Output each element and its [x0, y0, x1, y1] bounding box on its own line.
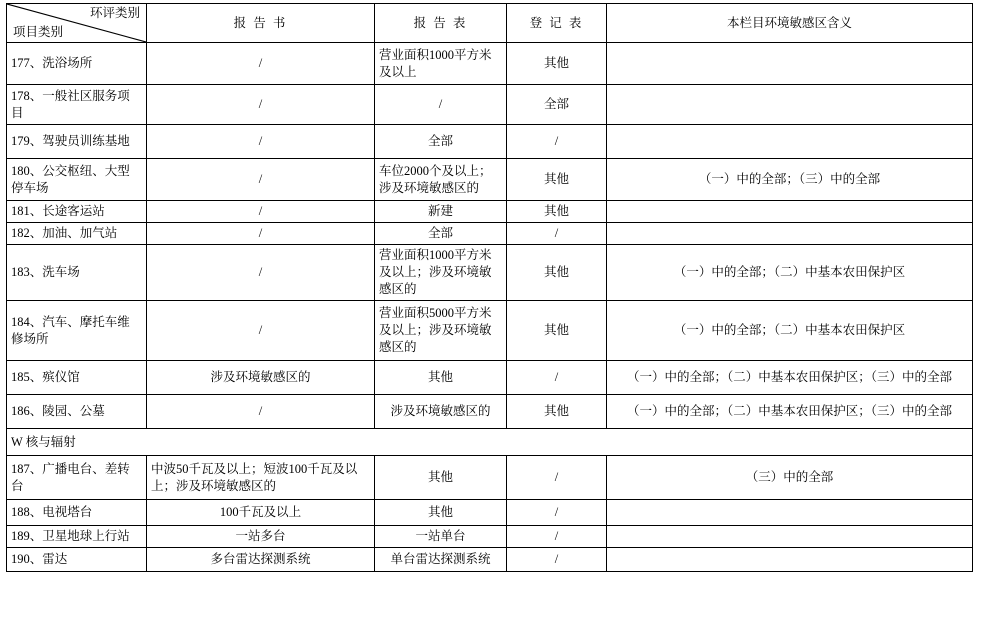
row-sensitive: （一）中的全部；（二）中基本农田保护区；（三）中的全部 [607, 395, 973, 429]
row-sensitive [607, 223, 973, 245]
row-report-form: 其他 [375, 456, 507, 500]
row-category: 181、长途客运站 [7, 201, 147, 223]
row-category: 177、洗浴场所 [7, 43, 147, 85]
table-row [7, 301, 973, 361]
row-report-book: / [147, 301, 375, 361]
row-report-book: / [147, 395, 375, 429]
row-report-book: 涉及环境敏感区的 [147, 361, 375, 395]
row-report-form: 新建 [375, 201, 507, 223]
row-report-book: 100千瓦及以上 [147, 500, 375, 526]
row-sensitive: （三）中的全部 [607, 456, 973, 500]
table-row [7, 201, 973, 223]
table-row [7, 43, 973, 85]
row-report-book: / [147, 245, 375, 301]
row-sensitive [607, 85, 973, 125]
header-registration-form: 登 记 表 [507, 4, 607, 43]
row-report-form: / [375, 85, 507, 125]
row-sensitive [607, 500, 973, 526]
row-sensitive: （一）中的全部；（二）中基本农田保护区 [607, 245, 973, 301]
row-registration: / [507, 223, 607, 245]
row-report-book: 多台雷达探测系统 [147, 548, 375, 572]
row-category: 186、陵园、公墓 [7, 395, 147, 429]
row-registration: / [507, 361, 607, 395]
table-row [7, 159, 973, 201]
row-sensitive: （一）中的全部；（二）中基本农田保护区；（三）中的全部 [607, 361, 973, 395]
row-category: 188、电视塔台 [7, 500, 147, 526]
row-registration: 其他 [507, 201, 607, 223]
row-sensitive [607, 201, 973, 223]
row-report-form: 全部 [375, 223, 507, 245]
table-row [7, 500, 973, 526]
row-sensitive [607, 43, 973, 85]
row-registration: 全部 [507, 85, 607, 125]
row-report-form: 一站单台 [375, 526, 507, 548]
table-row [7, 85, 973, 125]
row-sensitive: （一）中的全部；（三）中的全部 [607, 159, 973, 201]
row-category: 187、广播电台、差转台 [7, 456, 147, 500]
header-label-assessment-type: 环评类别 [89, 6, 140, 20]
table-row [7, 245, 973, 301]
row-registration: 其他 [507, 245, 607, 301]
table-row [7, 361, 973, 395]
row-category: 184、汽车、摩托车维修场所 [7, 301, 147, 361]
section-row [7, 429, 973, 456]
row-report-book: 中波50千瓦及以上；短波100千瓦及以上；涉及环境敏感区的 [147, 456, 375, 500]
row-report-form: 其他 [375, 361, 507, 395]
row-report-book: / [147, 85, 375, 125]
row-report-form: 其他 [375, 500, 507, 526]
row-category: 189、卫星地球上行站 [7, 526, 147, 548]
table-row [7, 395, 973, 429]
row-registration: 其他 [507, 395, 607, 429]
row-registration: / [507, 548, 607, 572]
row-report-book: / [147, 159, 375, 201]
row-report-book: 一站多台 [147, 526, 375, 548]
section-title: W 核与辐射 [7, 429, 973, 456]
row-sensitive: （一）中的全部；（二）中基本农田保护区 [607, 301, 973, 361]
table-row [7, 223, 973, 245]
row-category: 182、加油、加气站 [7, 223, 147, 245]
row-registration: / [507, 500, 607, 526]
header-report-book: 报 告 书 [147, 4, 375, 43]
row-category: 190、雷达 [7, 548, 147, 572]
table-row [7, 526, 973, 548]
row-report-book: / [147, 43, 375, 85]
row-report-book: / [147, 201, 375, 223]
row-report-form: 全部 [375, 125, 507, 159]
table-header-row [7, 4, 973, 43]
header-label-project-type: 项目类别 [13, 25, 64, 40]
row-report-form: 营业面积1000平方米及以上；涉及环境敏感区的 [375, 245, 507, 301]
row-category: 183、洗车场 [7, 245, 147, 301]
header-report-form: 报 告 表 [375, 4, 507, 43]
row-registration: / [507, 125, 607, 159]
row-category: 185、殡仪馆 [7, 361, 147, 395]
row-report-form: 车位2000个及以上；涉及环境敏感区的 [375, 159, 507, 201]
row-registration: 其他 [507, 301, 607, 361]
row-category: 180、公交枢纽、大型停车场 [7, 159, 147, 201]
row-sensitive [607, 125, 973, 159]
table-row [7, 548, 973, 572]
row-category: 178、一般社区服务项目 [7, 85, 147, 125]
row-report-form: 涉及环境敏感区的 [375, 395, 507, 429]
row-registration: / [507, 456, 607, 500]
header-sensitive-area-meaning: 本栏目环境敏感区含义 [607, 4, 973, 43]
row-registration: / [507, 526, 607, 548]
environmental-assessment-table [6, 3, 973, 572]
header-corner-cell [7, 4, 147, 43]
row-registration: 其他 [507, 43, 607, 85]
row-category: 179、驾驶员训练基地 [7, 125, 147, 159]
table-row [7, 456, 973, 500]
row-registration: 其他 [507, 159, 607, 201]
row-sensitive [607, 548, 973, 572]
row-report-form: 营业面积1000平方米及以上 [375, 43, 507, 85]
row-report-form: 营业面积5000平方米及以上；涉及环境敏感区的 [375, 301, 507, 361]
row-report-book: / [147, 125, 375, 159]
row-report-form: 单台雷达探测系统 [375, 548, 507, 572]
row-sensitive [607, 526, 973, 548]
table-row [7, 125, 973, 159]
row-report-book: / [147, 223, 375, 245]
document-page [0, 3, 981, 623]
